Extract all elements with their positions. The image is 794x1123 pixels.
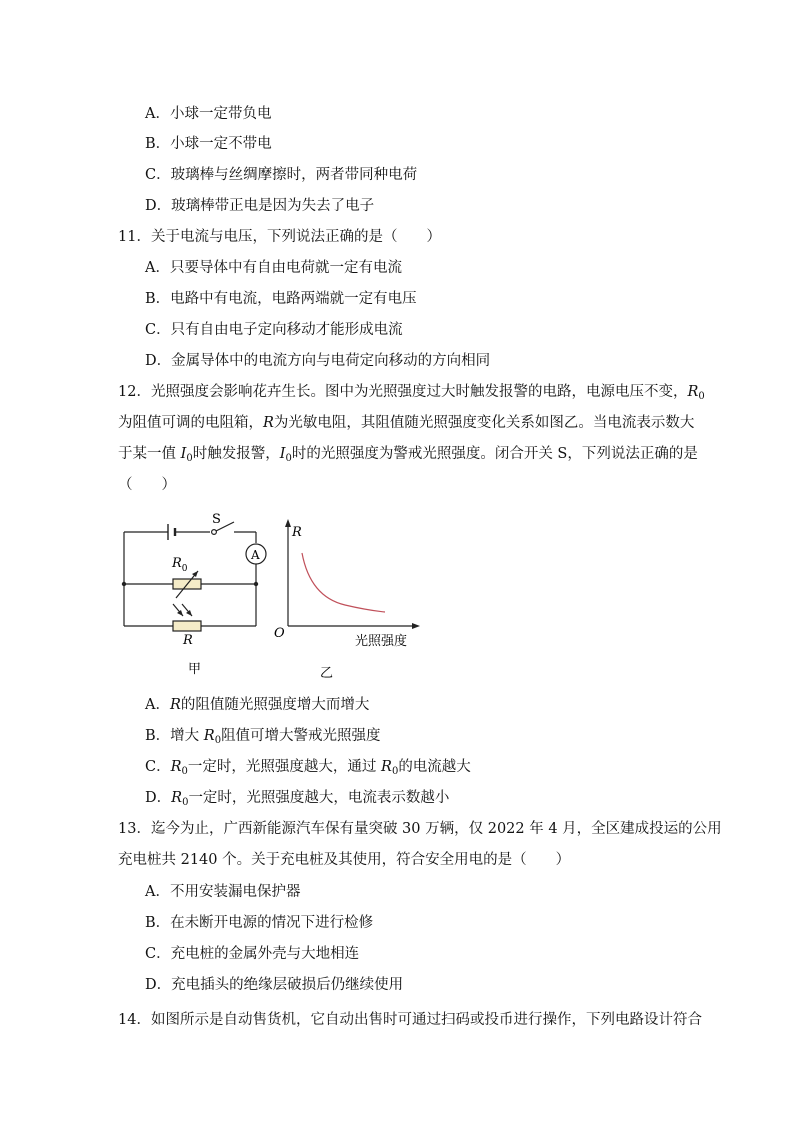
- r0-label: $R_0$: [172, 556, 188, 574]
- junction-right: [254, 582, 258, 586]
- q12-figure: [110, 505, 430, 685]
- q12-stem-line1: 12．光照强度会影响花卉生长。图中为光照强度过大时触发报警的电路，电源电压不变，$R_0$: [118, 384, 705, 402]
- x-axis-arrow: [412, 623, 420, 629]
- graph-origin: O: [274, 626, 285, 641]
- graph-y-label: R: [292, 525, 302, 540]
- q13-option-d: D．充电插头的绝缘层破损后仍继续使用: [145, 977, 404, 993]
- graph-axes: [288, 525, 414, 626]
- q11-option-a: A．只要导体中有自由电荷就一定有电流: [145, 260, 402, 276]
- q12-stem-line2: 为阻值可调的电阻箱，R为光敏电阻，其阻值随光照强度变化关系如图乙。当电流表示数大: [118, 415, 695, 431]
- q12-stem-line3: 于某一值 $I_0$时触发报警，$I_0$时的光照强度为警戒光照强度。闭合开关 S，下列说法正确的是: [118, 446, 698, 464]
- q10-option-d: D．玻璃棒带正电是因为失去了电子: [145, 198, 375, 214]
- q11-option-b: B．电路中有电流，电路两端就一定有电压: [145, 291, 417, 307]
- graph-x-label: 光照强度: [355, 634, 408, 649]
- q14-stem-line1: 14．如图所示是自动售货机，它自动出售时可通过扫码或投币进行操作，下列电路设计符合: [118, 1012, 702, 1028]
- q10-option-c: C．玻璃棒与丝绸摩擦时，两者带同种电荷: [145, 167, 418, 183]
- q13-stem-line1: 13．迄今为止，广西新能源汽车保有量突破 30 万辆，仅 2022 年 4 月，全区建成投运的公用: [118, 821, 722, 837]
- q10-option-b: B．小球一定不带电: [145, 136, 272, 152]
- fig-a-caption: 甲: [188, 662, 202, 677]
- ammeter-label: A: [251, 548, 260, 562]
- q12-option-b: B．增大 $R_0$阻值可增大警戒光照强度: [145, 728, 381, 746]
- q12-option-a: A．R的阻值随光照强度增大而增大: [145, 697, 370, 713]
- switch-label: S: [212, 512, 221, 527]
- q13-option-c: C．充电桩的金属外壳与大地相连: [145, 946, 360, 962]
- y-axis-arrow: [285, 519, 291, 527]
- q10-option-a: A．小球一定带负电: [145, 106, 272, 122]
- resistance-curve: [302, 553, 385, 612]
- q11-stem: 11．关于电流与电压，下列说法正确的是（ ）: [118, 229, 441, 245]
- q13-option-b: B．在未断开电源的情况下进行检修: [145, 915, 374, 931]
- junction-left: [122, 582, 126, 586]
- q12-stem-line4: （ ）: [118, 477, 176, 493]
- q11-option-c: C．只有自由电子定向移动才能形成电流: [145, 322, 403, 338]
- q13-option-a: A．不用安装漏电保护器: [145, 884, 301, 900]
- q12-option-c: C．$R_0$一定时，光照强度越大，通过 $R_0$的电流越大: [145, 759, 471, 777]
- q12-option-d: D．$R_0$一定时，光照强度越大，电流表示数越小: [145, 790, 450, 808]
- circuit-diagram: [124, 522, 266, 631]
- fig-b-caption: 乙: [320, 666, 334, 681]
- q11-option-d: D．金属导体中的电流方向与电荷定向移动的方向相同: [145, 353, 491, 369]
- r-label: R: [183, 633, 193, 648]
- q13-stem-line2: 充电桩共 2140 个。关于充电桩及其使用，符合安全用电的是（ ）: [118, 852, 571, 868]
